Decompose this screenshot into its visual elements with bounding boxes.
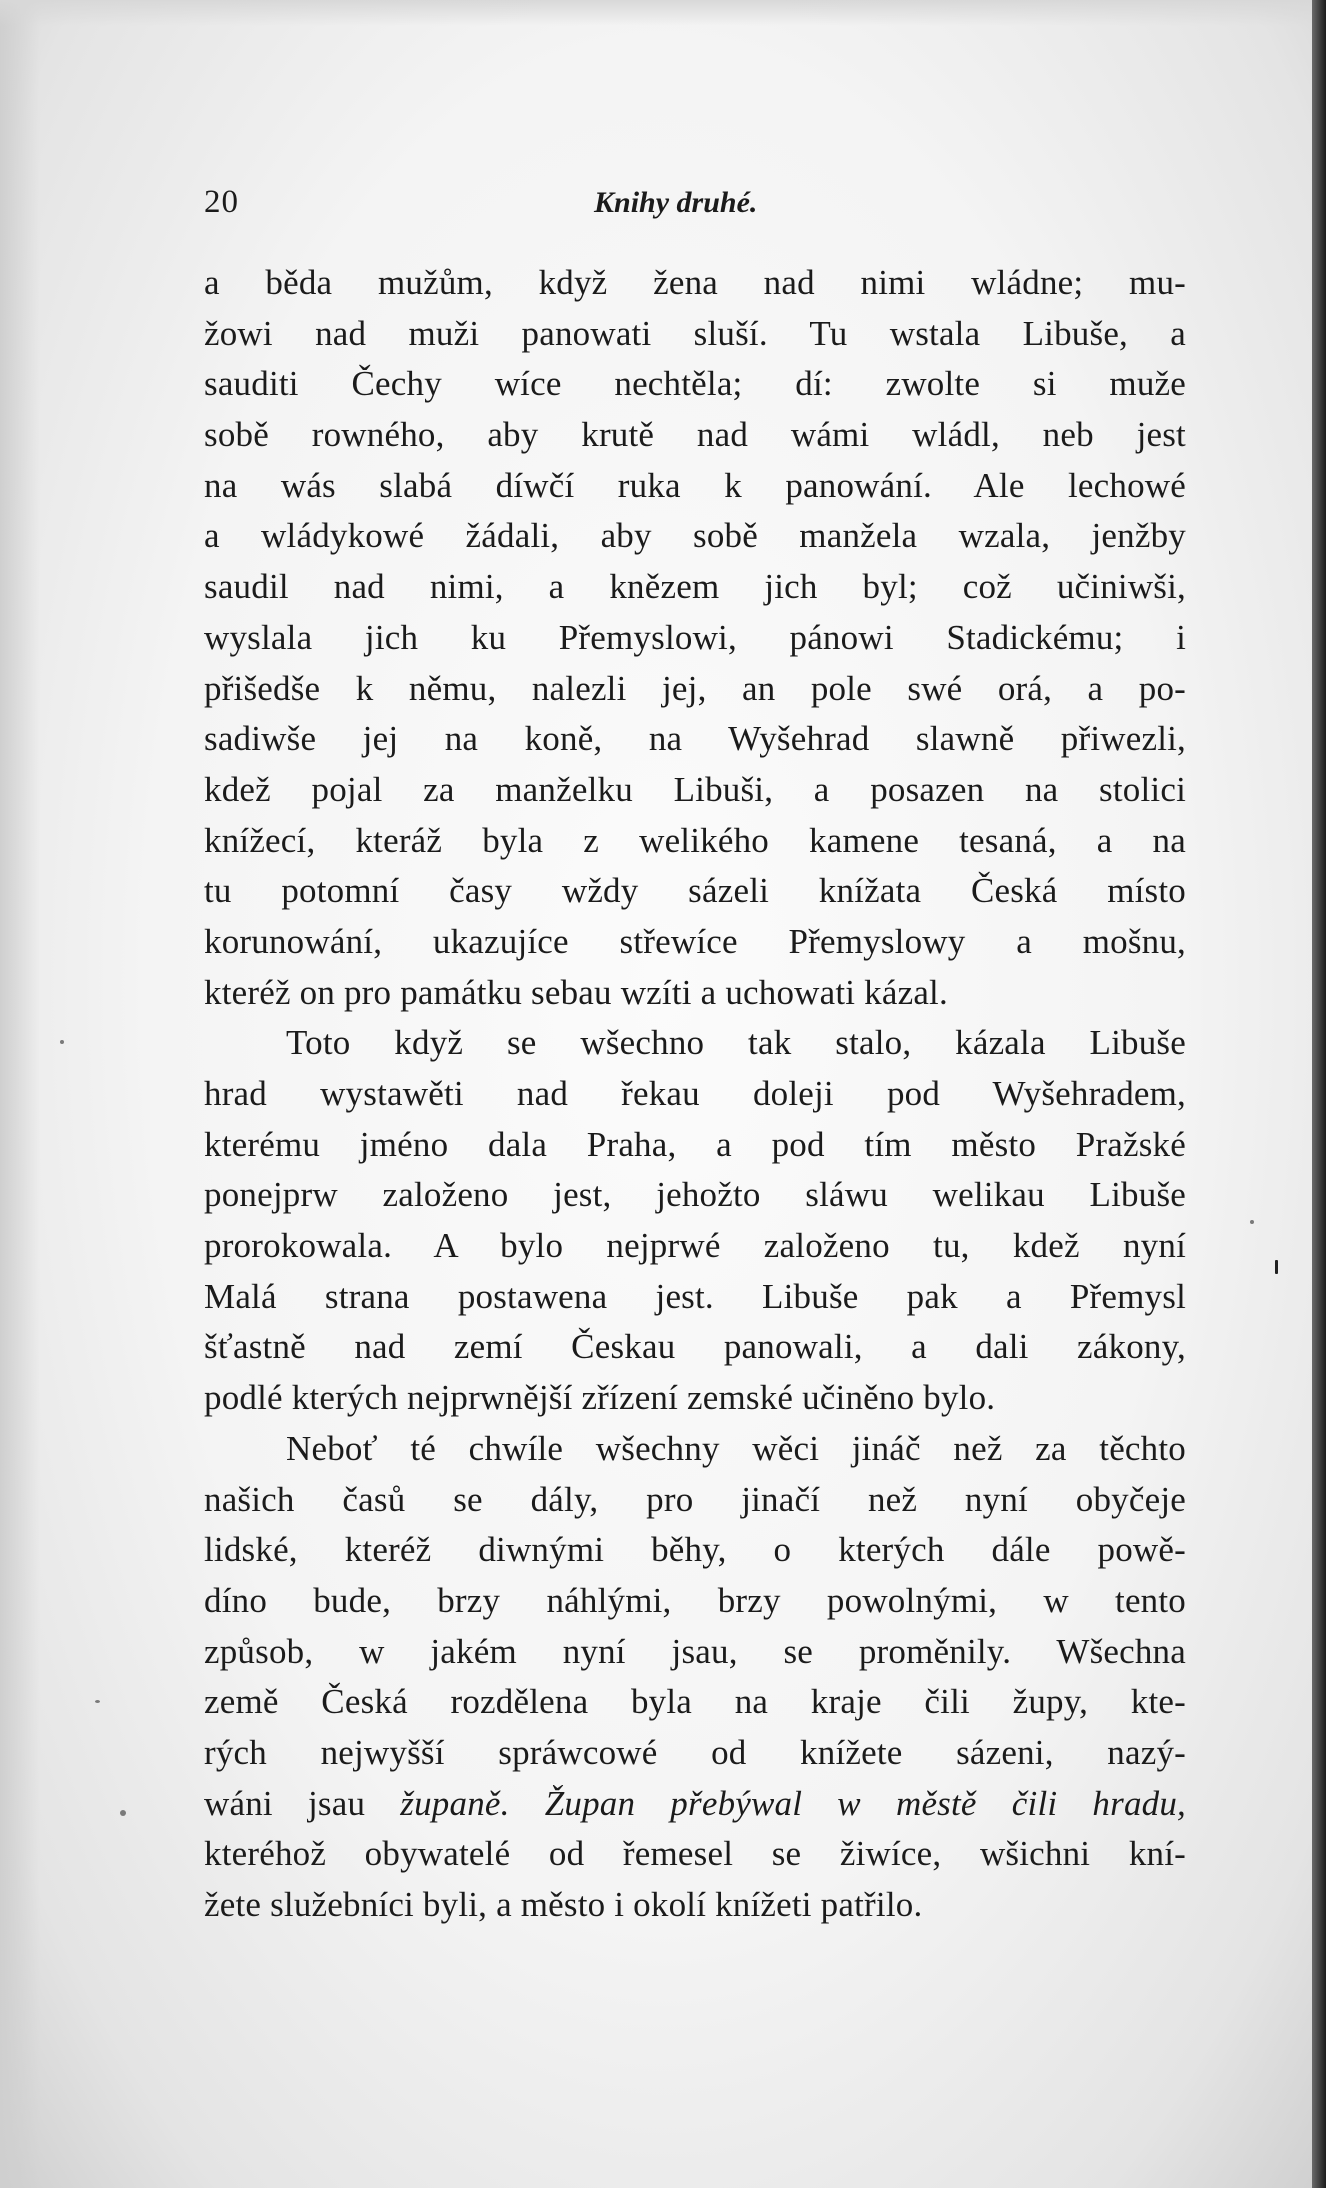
paragraph-start-line: Toto když se wšechno tak stalo, kázala Libuše <box>286 1023 1186 1063</box>
text-line: rých nejwyšší spráwcowé od knížete sázeni, nazý- <box>204 1732 1186 1772</box>
paper-speck <box>1275 1260 1278 1274</box>
text-line: wyslala jich ku Přemyslowi, pánowi Stadickému; i <box>204 617 1186 657</box>
text-line: přišedše k němu, nalezli jej, an pole swé orá, a po- <box>204 668 1186 708</box>
paragraph-end-line: kteréž on pro památku sebau wzíti a uchowati kázal. <box>204 972 948 1012</box>
text-line: kdež pojal za manželku Libuši, a posazen na stolici <box>204 769 1186 809</box>
text-line: šťastně nad zemí Českau panowali, a dali zákony, <box>204 1327 1186 1367</box>
text-line: Malá strana postawena jest. Libuše pak a Přemysl <box>204 1276 1186 1316</box>
paper-speck <box>120 1810 126 1816</box>
text-line: prorokowala. A bylo nejprwé založeno tu, kdež nyní <box>204 1226 1186 1266</box>
text-line: žowi nad muži panowati sluší. Tu wstala Libuše, a <box>204 313 1186 353</box>
text-line: kterému jméno dala Praha, a pod tím město Pražské <box>204 1124 1186 1164</box>
running-head <box>204 180 1186 228</box>
left-margin-shadow <box>0 0 40 2188</box>
page-number: 20 <box>204 184 239 220</box>
text-line: tu potomní časy wždy sázeli knížata Česká místo <box>204 871 1186 911</box>
body-text <box>204 258 1186 1931</box>
text-line: lidské, kteréž diwnými běhy, o kterých dále powě- <box>204 1530 1186 1570</box>
text-line: sadiwše jej na koně, na Wyšehrad slawně přiwezli, <box>204 719 1186 759</box>
text-line: díno bude, brzy náhlými, brzy powolnými, w tento <box>204 1580 1186 1620</box>
text-line: země Česká rozdělena byla na kraje čili župy, kte- <box>204 1682 1186 1722</box>
text-line: kteréhož obywatelé od řemesel se žiwíce, wšichni kní- <box>204 1834 1186 1874</box>
text-line: na wás slabá díwčí ruka k panowání. Ale lechowé <box>204 465 1186 505</box>
text-line: našich časů se dály, pro jinačí než nyní obyčeje <box>204 1479 1186 1519</box>
text-line: knížecí, kteráž byla z welikého kamene tesaná, a na <box>204 820 1186 860</box>
running-title: Knihy druhé. <box>594 186 758 219</box>
paper-speck <box>60 1040 64 1044</box>
text-line <box>204 1779 1186 1830</box>
text-line: sobě rowného, aby krutě nad wámi wládl, neb jest <box>204 415 1186 455</box>
text-line: způsob, w jakém nyní jsau, se proměnily. Wšechna <box>204 1631 1186 1671</box>
paragraph-end-line: žete služebníci byli, a město i okolí knížeti patřilo. <box>204 1885 923 1924</box>
paragraph-start-line: Neboť té chwíle wšechny wěci jináč než za těchto <box>286 1428 1186 1468</box>
page-content <box>204 180 1186 1931</box>
paper-speck <box>1250 1220 1254 1224</box>
text-line: a wládykowé žádali, aby sobě manžela wzala, jenžby <box>204 516 1186 556</box>
paragraph-end-line: podlé kterých nejprwnější zřízení zemské učiněno bylo. <box>204 1378 996 1418</box>
text-line: ponejprw založeno jest, jehožto sláwu welikau Libuše <box>204 1175 1186 1215</box>
text-run: wáni jsau <box>204 1783 401 1823</box>
text-line: a běda mužům, když žena nad nimi wládne; mu- <box>204 263 1186 302</box>
paper-speck <box>95 1700 100 1703</box>
text-line: sauditi Čechy wíce nechtěla; dí: zwolte si muže <box>204 364 1186 404</box>
top-margin-shadow <box>0 0 1312 26</box>
text-line: hrad wystawěti nad řekau doleji pod Wyšehradem, <box>204 1074 1186 1113</box>
italic-term: županě. Župan přebýwal w městě čili hradu, <box>400 1783 1186 1823</box>
right-edge-shadow <box>1312 0 1326 2188</box>
text-line: korunowání, ukazujíce střewíce Přemyslowy a mošnu, <box>204 921 1186 961</box>
text-line: saudil nad nimi, a knězem jich byl; což učiniwši, <box>204 567 1186 607</box>
